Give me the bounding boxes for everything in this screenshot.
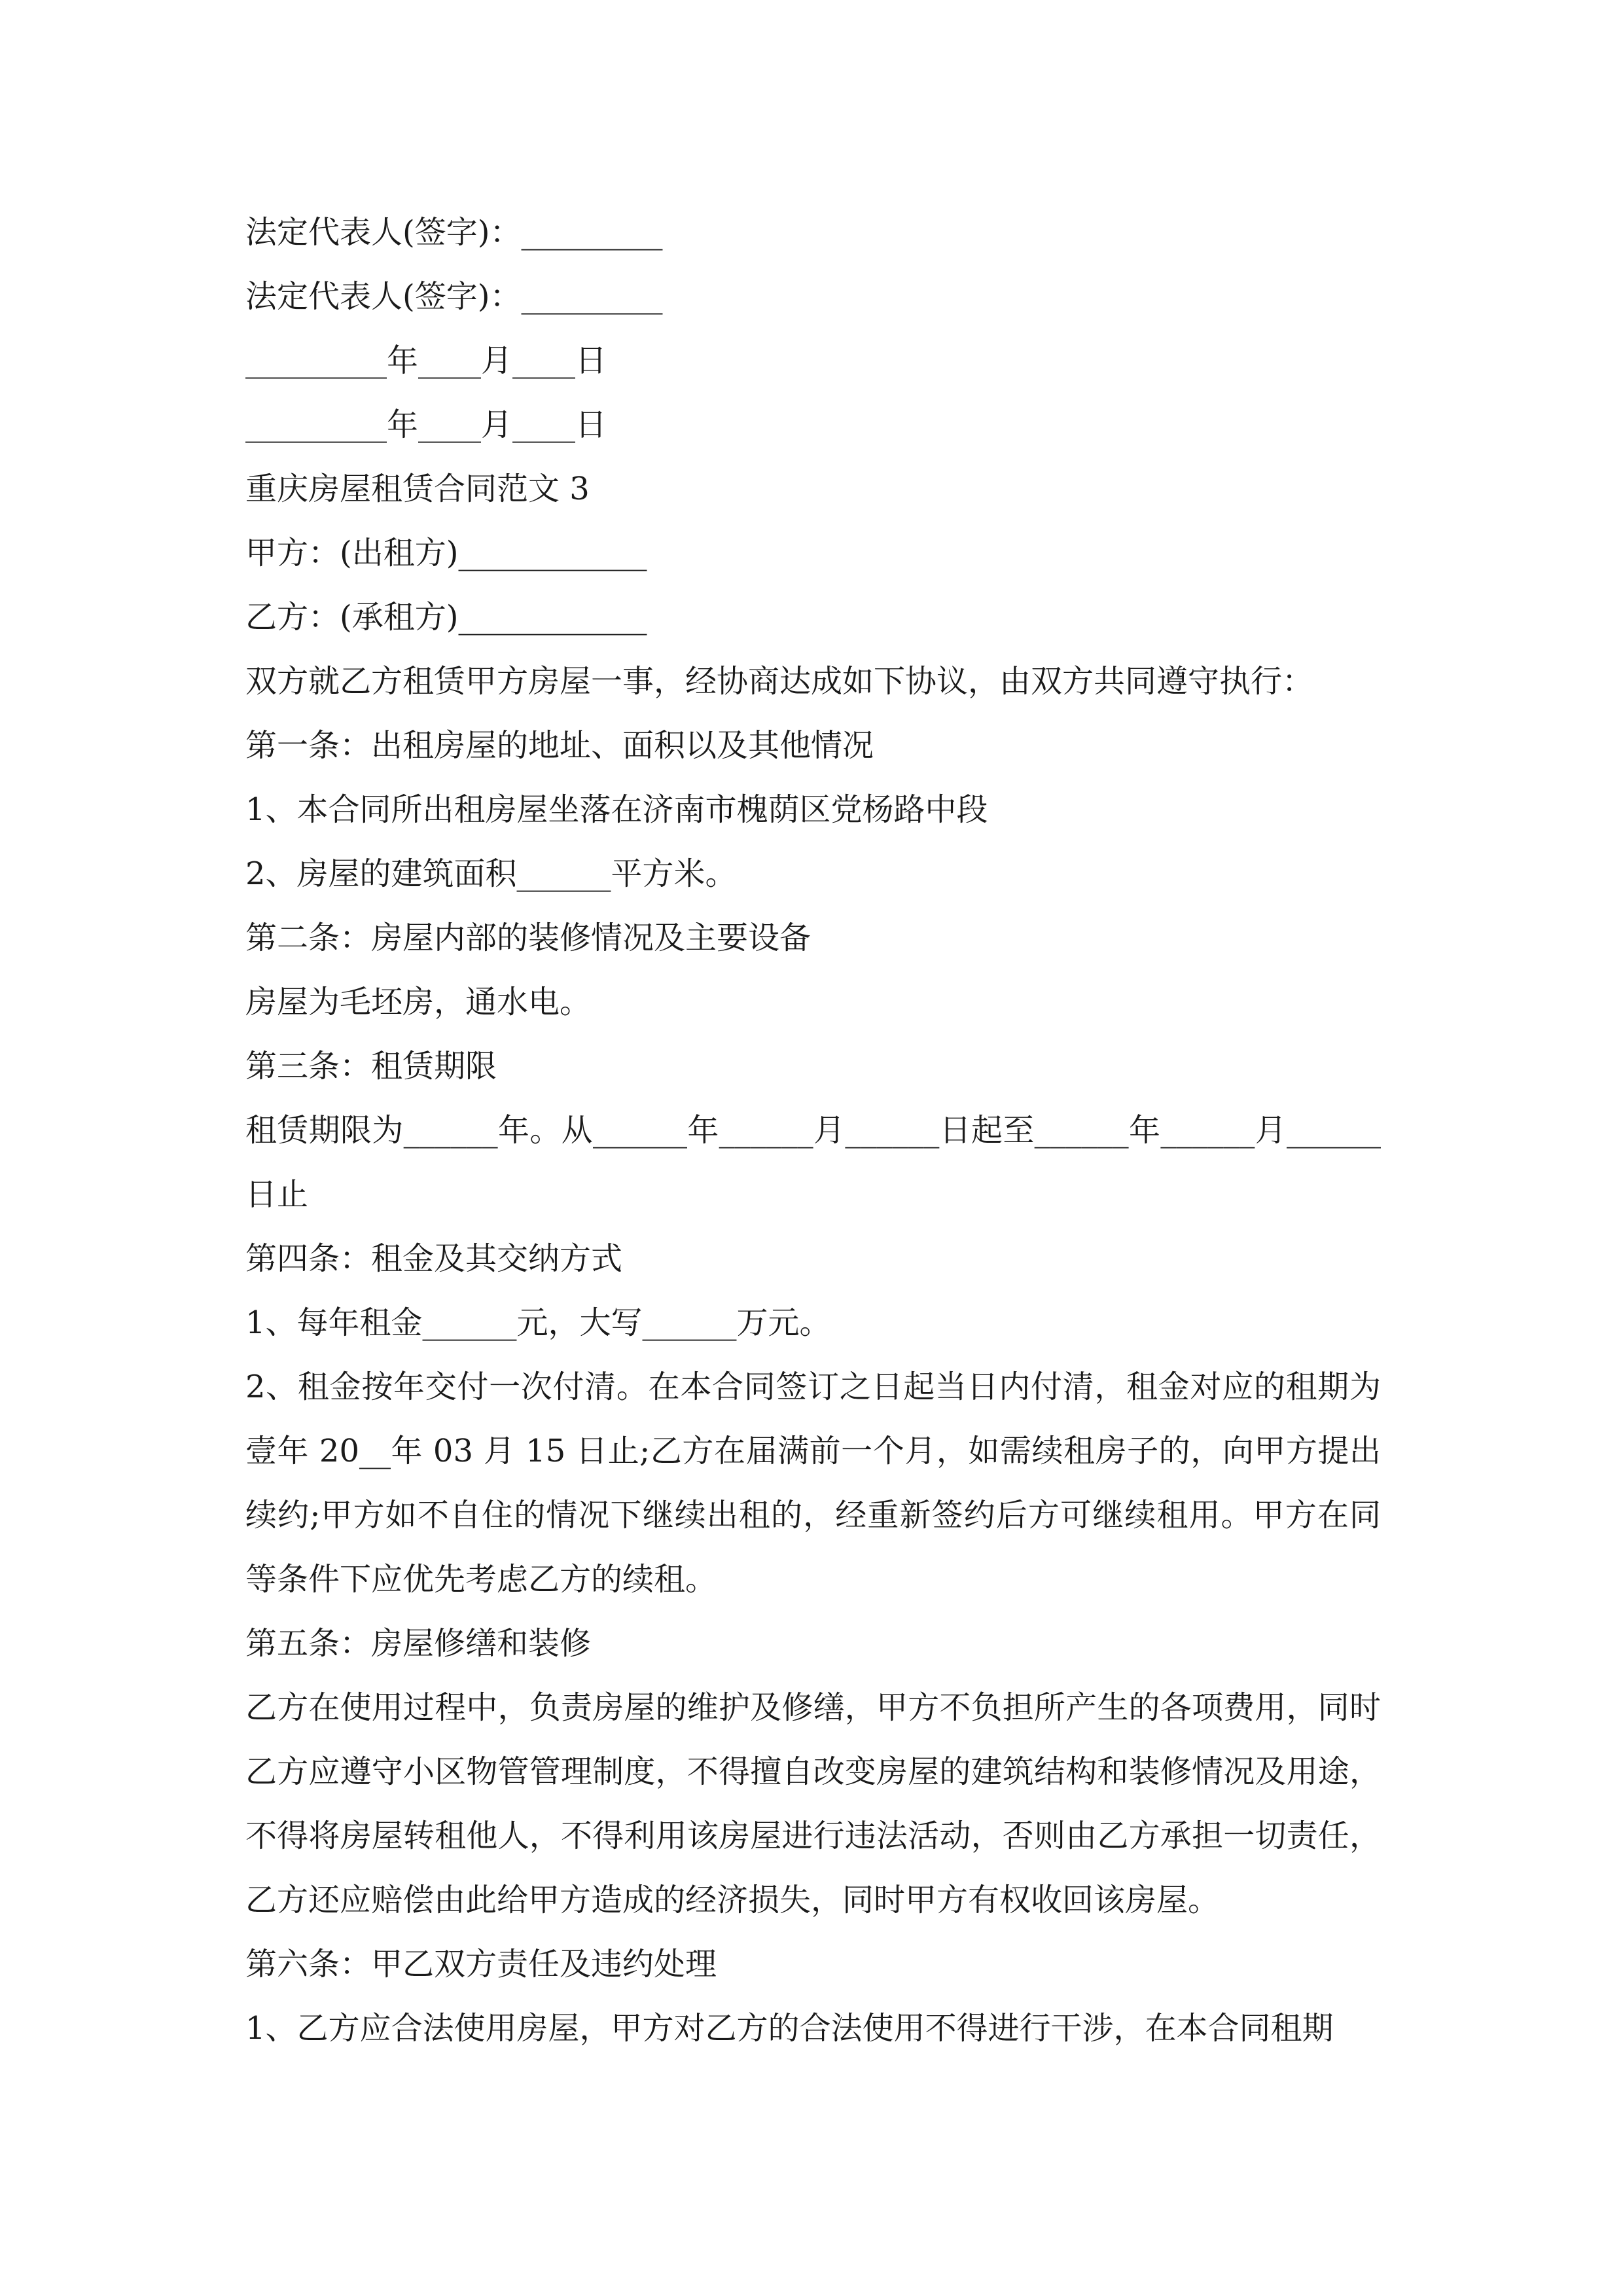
- article-6-item-1: 1、乙方应合法使用房屋，甲方对乙方的合法使用不得进行干涉，在本合同租期: [245, 2010, 1334, 2047]
- document-body: [245, 200, 1381, 2060]
- article-2-text: 房屋为毛坯房，通水电。: [245, 984, 592, 1020]
- article-1-item-1: 1、本合同所出租房屋坐落在济南市槐荫区党杨路中段: [245, 791, 988, 828]
- article-4-heading: 第四条：租金及其交纳方式: [245, 1240, 623, 1277]
- article-1-item-2: 2、房屋的建筑面积______平方米。: [245, 855, 737, 892]
- date-line-2: _________年____月____日: [245, 406, 607, 443]
- article-4-item-1: 1、每年租金______元，大写______万元。: [245, 1304, 831, 1341]
- article-3-heading: 第三条：租赁期限: [245, 1048, 497, 1085]
- article-4-item-2: 2、租金按年交付一次付清。在本合同签订之日起当日内付清，租金对应的租期为壹年 20__年 03 月 15 日止;乙方在届满前一个月，如需续租房子的，向甲方提出续约;甲方如不自住的情况下继续出租的，经重新签约后方可继续租用。甲方在同等条件下应优先考虑乙方的续租。: [245, 1369, 1381, 1598]
- party-b-line: 乙方：(承租方)____________: [245, 599, 647, 636]
- article-5-text: 乙方在使用过程中，负责房屋的维护及修缮，甲方不负担所产生的各项费用，同时乙方应遵守小区物管管理制度，不得擅自改变房屋的建筑结构和装修情况及用途，不得将房屋转租他人，不得利用该房屋进行违法活动，否则由乙方承担一切责任，乙方还应赔偿由此给甲方造成的经济损失，同时甲方有权收回该房屋。: [245, 1689, 1381, 1918]
- party-a-line: 甲方：(出租方)____________: [245, 535, 647, 571]
- signature-line-1: 法定代表人(签字)：_________: [245, 214, 663, 251]
- contract-title: 重庆房屋租赁合同范文 3: [245, 471, 590, 507]
- article-2-heading: 第二条：房屋内部的装修情况及主要设备: [245, 920, 812, 956]
- article-5-heading: 第五条：房屋修缮和装修: [245, 1625, 592, 1662]
- article-6-heading: 第六条：甲乙双方责任及违约处理: [245, 1946, 717, 1982]
- article-1-heading: 第一条：出租房屋的地址、面积以及其他情况: [245, 727, 874, 764]
- date-line-1: _________年____月____日: [245, 342, 607, 379]
- article-3-text: 租赁期限为______年。从______年______月______日起至______年______月______日止: [245, 1112, 1381, 1213]
- signature-line-2: 法定代表人(签字)：_________: [245, 278, 663, 315]
- agreement-intro: 双方就乙方租赁甲方房屋一事，经协商达成如下协议，由双方共同遵守执行：: [245, 663, 1314, 700]
